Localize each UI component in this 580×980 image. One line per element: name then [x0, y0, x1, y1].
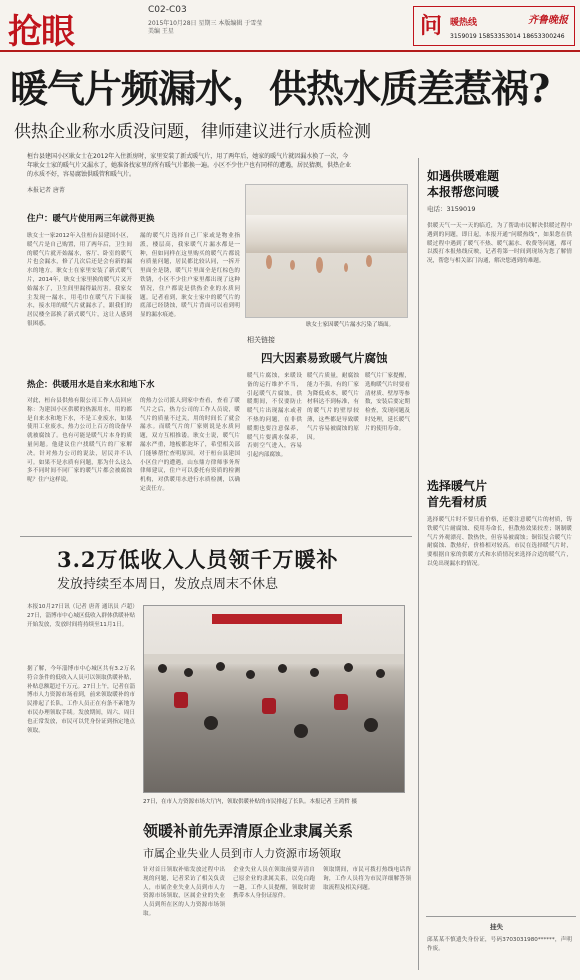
- rust-stain: [366, 255, 372, 267]
- rust-stain: [344, 263, 348, 272]
- person-image: [174, 692, 188, 708]
- lead-byline: 本报记者 唐菁: [27, 187, 65, 194]
- story3-column-2: 企业失业人员在领取前要弄清自己原企业的隶属关系，以免白跑一趟。工作人员提醒，领取时需携带本人身份证原件。: [233, 867, 315, 900]
- person-image: [216, 662, 225, 671]
- lead-column-3: 对此，桓台县供热有限公司工作人员回应称：为建国小区供暖的热源用水，用的都是自来水和地下水，不是工业废水，如果使用工业废水，热力公司上百万的设备早就被腐蚀了。也有可能是暖气片本身的质量问题。他建议住户找暖气片的厂家解决。针对热力公司的说法，居民并不认可。如果不是水质有问题，那为什么这么多不同时间不同厂家的暖气片都会被腐蚀呢？住户这样说。: [27, 398, 132, 484]
- rust-stain: [266, 255, 272, 269]
- hotline-phones: 3159019 15853353014 18653300246: [450, 33, 565, 40]
- lead-subheadline: 供热企业称水质没问题，律师建议进行水质检测: [14, 122, 371, 142]
- person-image: [158, 664, 167, 673]
- person-image: [184, 668, 193, 677]
- person-image: [310, 668, 319, 677]
- person-image: [204, 716, 218, 730]
- notice-body: 邱某某不慎遗失身份证，号码3703031980******，声明作废。: [427, 937, 572, 952]
- story3-headline: 领暖补前先弄清原企业隶属关系: [143, 822, 354, 840]
- lead-column-1: 耿女士一家2012年入住桓台县建国小区，暖气片是自己购置，用了两年后，卫生间的暖气片就开始漏水，客厅、卧室的暖气片也会漏水，修了几次后还是会有新的漏水的地方。耿女士在家里安装了新式暖气片，2014年，耿女士家里换的暖气片又开始漏水了，卫生间里漏得最厉害。我家女主发现一漏水，用毛巾在暖气片下面接水，接水用的暖气片就漏水了，跟我们的居民楼全部换了新式暖气片，这让人感到很困惑。: [27, 233, 132, 327]
- person-image: [278, 664, 287, 673]
- story3-subheadline: 市属企业失业人员到市人力资源市场领取: [143, 847, 341, 860]
- person-image: [246, 670, 255, 679]
- sidebox-column-1: 暖气片腐蚀，来暖设备的运行维护不当，引起暖气片腐蚀，供暖期间，不仅要防止暖气片出现漏水或者不热的问题，在非供暖期也要注意保养，暖气片要满水保养，否则空气进入，容易引起内部腐蚀。: [247, 373, 302, 459]
- hotline-title: 如遇供暖难题 本报帮您问暖: [427, 169, 500, 199]
- story2-headline: 3.2万低收入人员领千万暖补: [57, 547, 339, 572]
- story-divider: [20, 536, 412, 537]
- rail-divider: [418, 158, 419, 970]
- newspaper-logo: 齐鲁晚报: [528, 15, 568, 26]
- sidebox-title: 四大因素易致暖气片腐蚀: [261, 351, 388, 365]
- hotline-brand-box: [413, 6, 575, 46]
- story2-subheadline: 发放持续至本周日，发放点周末不休息: [57, 577, 279, 592]
- sidebox-column-2: 暖气片质量，耐腐蚀能力不强，有的厂家为降低成本，暖气片材料达不到标准，有的暖气片的壁厚较薄，这些都是导致暖气片容易被腐蚀的原因。: [307, 373, 359, 441]
- banner-image: [212, 614, 342, 624]
- story2-column-1: 据了解，今年淄博市中心城区共有3.2万名符合条件的低收入人员可以领取供暖补贴，补贴总额超过千万元。27日上午，记者在淄博市人力资源市场看到，前来领取暖补的市民排起了长队，工作人员正在有条不紊地为市民办理领取手续。发放期间，周六、周日也正常发放，市民可以凭身份证到指定地点领取。: [27, 666, 135, 734]
- lead-intro: 桓台县建国小区耿女士在2012年入住新房时，家里安装了新式暖气片，用了两年后，她家的暖气片就因漏水换了一次，今年耿女士家的暖气片又漏水了，她准备找家里的所有暖气片都换一遍。小区不少住户也有同样的遭遇，居民猜测，供热企业的水质不好，容易腐蚀供暖管和暖气片。: [27, 153, 352, 178]
- hotline-name: 暖热线: [450, 18, 478, 28]
- story2-lede: 本报10月27日讯（记者 唐菁 通讯员 卢超）27日，淄博市中心城区低收入群体供暖补贴开始发放，发放时间将持续至11月1日。: [27, 604, 135, 628]
- person-image: [334, 694, 348, 710]
- pipe-image: [246, 215, 407, 253]
- person-image: [364, 718, 378, 732]
- choose-body: 选择暖气片时不要只看价格，还要注意暖气片的材质，铸铁暖气片耐腐蚀、使用寿命长，但散热效果较差；钢制暖气片外观漂亮、散热快，但容易被腐蚀；铜铝复合暖气片耐腐蚀、散热好，价格相对较高。市民在选择暖气片时，要根据自家的供暖方式和水质情况来选择合适的暖气片，以免出现漏水的情况。: [427, 517, 572, 567]
- lead-headline: 暖气片频漏水，供热水质差惹祸?: [10, 66, 550, 111]
- rust-stain: [290, 260, 295, 270]
- lead-section-head: 住户：暖气片使用两三年就得更换: [27, 214, 155, 224]
- sidebox-label: 相关链接: [247, 336, 275, 344]
- story3-column-1: 针对首日领取补贴发放过程中出现的问题，记者采访了相关负责人，市属企业失业人员到市人力资源市场领取，区属企业的失业人员到所在区的人力资源市场领取。: [143, 867, 225, 917]
- rust-stain: [316, 257, 323, 273]
- hotline-mark: 问: [420, 14, 443, 39]
- person-image: [294, 724, 308, 738]
- section-logo: 抢眼: [8, 12, 74, 52]
- notice-divider: [426, 916, 576, 917]
- story3-column-3: 领取期间，市民可拨打热线电话咨询，工作人员将为市民详细解答领取流程及相关问题。: [323, 867, 411, 891]
- counter-image: [144, 654, 405, 664]
- masthead: [0, 0, 580, 52]
- hotline-body: 供暖天气一天一天的临近，为了帮助市民解决供暖过程中遇到的问题，即日起，本报开通“问暖热线”，如果您在供暖过程中遇到了暖气不热、暖气漏水、收费等问题，都可以拨打本报热线反映，记者将第一时间到现场为您了解情况，帮您与相关部门沟通，解决您遇到的难题。: [427, 223, 572, 265]
- person-image: [376, 669, 385, 678]
- person-image: [262, 698, 276, 714]
- lead-column-4: 的热力公司派人到家中查看，查看了暖气片之后，热力公司的工作人员说，暖气片的质量不过关，用的时间长了就会漏水。而暖气片的厂家则说是水质问题，双方互相推诿。耿女士说，暖气片漏水严重，地板都泡坏了，希望相关部门能够帮忙查明原因。对于桓台县建国小区住户的遭遇，山东鼎方律师事务所律师建议，住户可以委托有资质的检测机构，对供暖用水进行水质检测，以确定责任方。: [140, 398, 240, 492]
- hotline-phone: 电话：3159019: [427, 205, 476, 213]
- page-code: C02-C03: [148, 5, 187, 15]
- leaking-radiator-photo: [245, 184, 408, 318]
- person-image: [344, 663, 353, 672]
- lead-section-head-2: 热企：供暖用水是自来水和地下水: [27, 380, 155, 390]
- choose-title: 选择暖气片 首先看材质: [427, 479, 488, 509]
- sidebox-column-3: 暖气片厂家提醒，选购暖气片时要看清材质、壁厚等参数，安装后要定期检查，发现问题及时处理，延长暖气片的使用寿命。: [365, 373, 410, 432]
- issue-meta: 2015年10月28日 星期三 本版编辑 于雪莹 美编 王星: [148, 20, 263, 35]
- photo1-caption: 耿女士家因暖气片漏水污染了墙面。: [306, 322, 395, 328]
- photo2-caption: 27日，在市人力资源市场大厅内，领取供暖补贴的市民排起了长队。本报记者 王鸿哲 摄: [143, 799, 357, 805]
- lead-column-2: 漏的暖气片选择自己厂家或是物业指派，楼层高，我家暖气片漏水都是一种，但如同样在这里购买的暖气片都说有质量问题，居民都比较认同，一拆开里面全是锈，暖气片里面全是红棕色的铁锈，小区不少住户家里都出现了这种情况，住户都说是供热企业的水质问题。记者看到，耿女士家中的暖气片的底部已经锈蚀，暖气片背面可以看到明显的漏水痕迹。: [140, 233, 240, 319]
- notice-title: 挂失: [490, 923, 503, 931]
- crowd-photo: [143, 605, 405, 793]
